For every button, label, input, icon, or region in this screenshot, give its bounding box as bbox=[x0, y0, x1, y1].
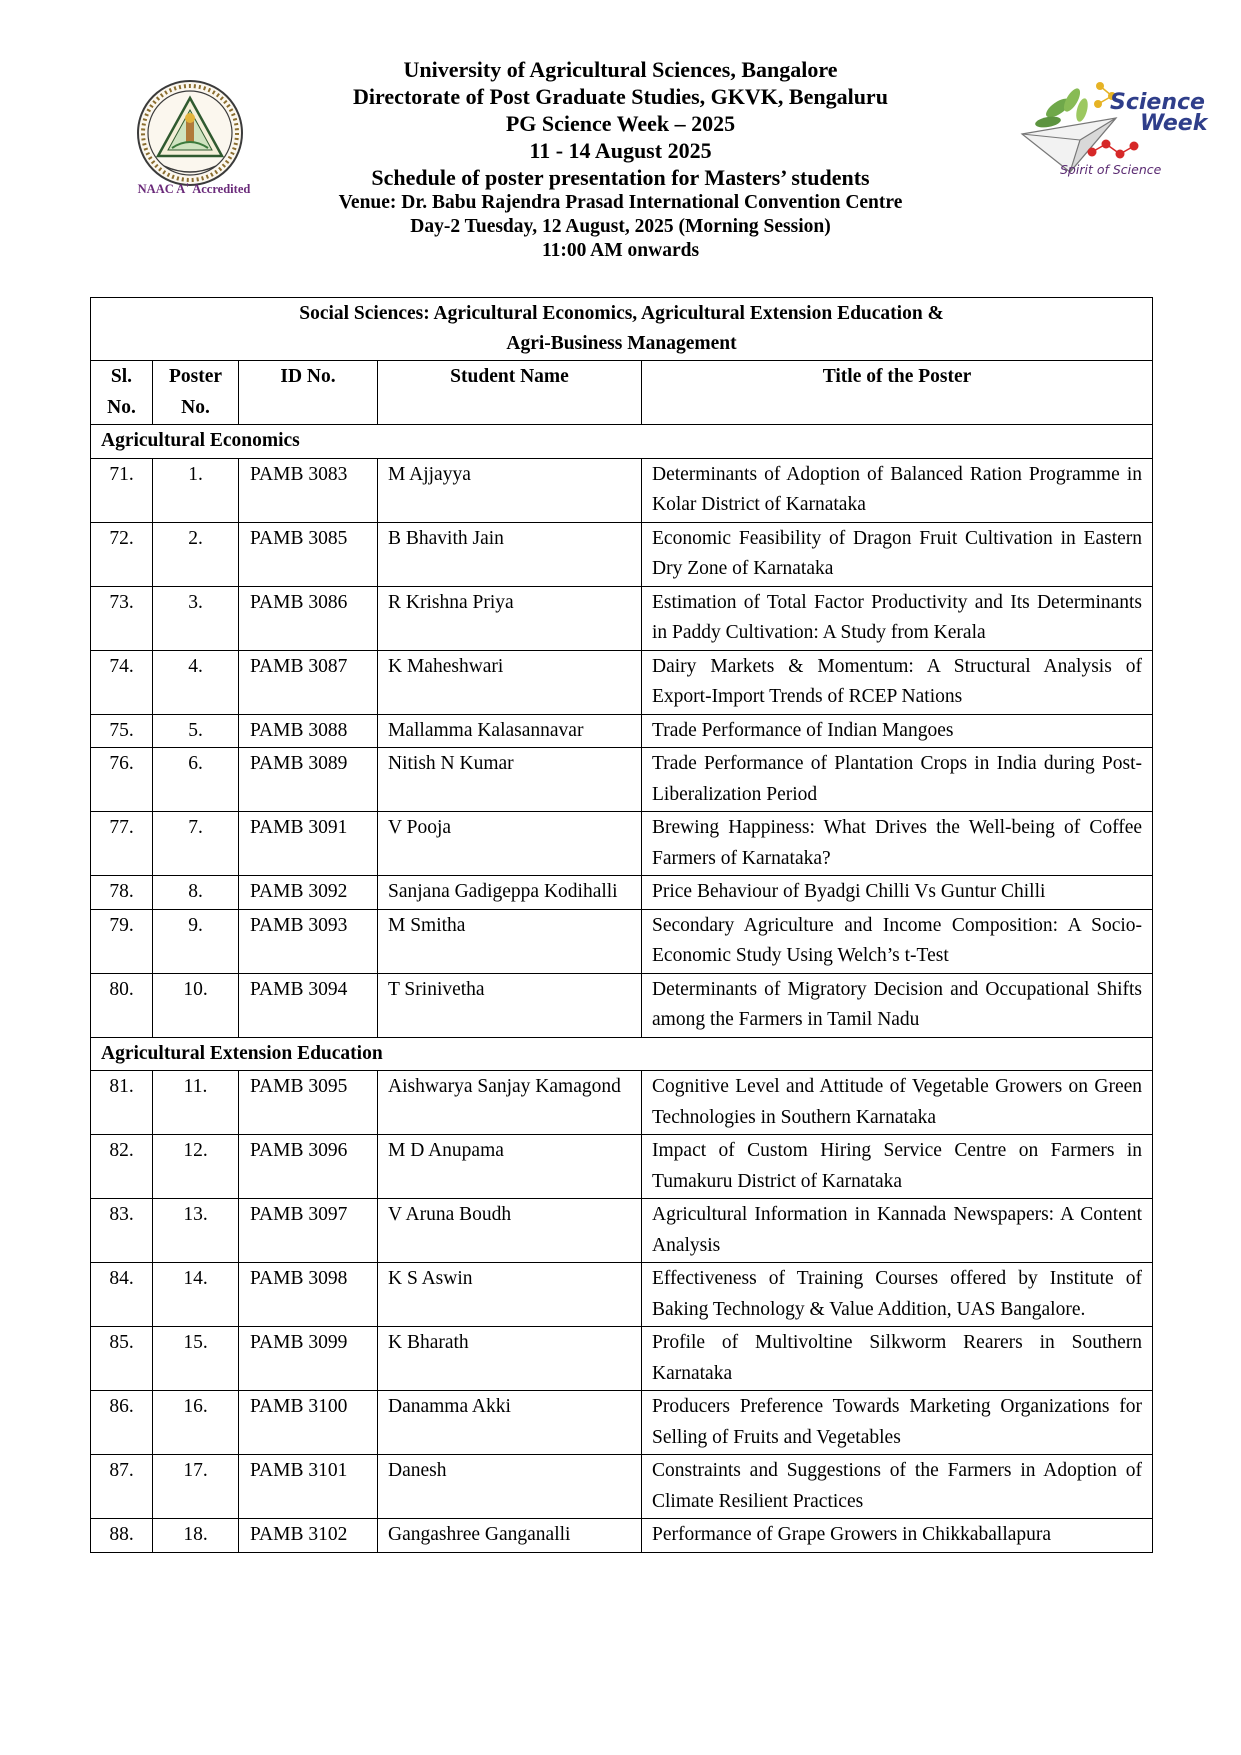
student-name-cell: Sanjana Gadigeppa Kodihalli bbox=[378, 876, 642, 910]
student-name-cell: K Bharath bbox=[378, 1327, 642, 1391]
poster-no-cell: 9. bbox=[153, 909, 239, 973]
id-no-cell: PAMB 3094 bbox=[239, 973, 378, 1037]
sl-no-cell: 73. bbox=[91, 586, 153, 650]
sl-no-cell: 79. bbox=[91, 909, 153, 973]
sl-no-cell: 80. bbox=[91, 973, 153, 1037]
student-name-cell: K Maheshwari bbox=[378, 650, 642, 714]
sl-no-cell: 82. bbox=[91, 1135, 153, 1199]
student-name-cell: B Bhavith Jain bbox=[378, 522, 642, 586]
table-row bbox=[91, 973, 1153, 1037]
header-poster-title: Title of the Poster bbox=[642, 361, 1153, 425]
poster-title-cell: Trade Performance of Indian Mangoes bbox=[642, 714, 1153, 748]
sl-no-cell: 86. bbox=[91, 1391, 153, 1455]
sl-no-cell: 84. bbox=[91, 1263, 153, 1327]
sl-no-cell: 76. bbox=[91, 748, 153, 812]
document-header bbox=[0, 56, 1241, 263]
table-row bbox=[91, 1327, 1153, 1391]
sl-no-cell: 72. bbox=[91, 522, 153, 586]
poster-title-cell: Agricultural Information in Kannada Newspapers: A Content Analysis bbox=[642, 1199, 1153, 1263]
student-name-cell: V Pooja bbox=[378, 812, 642, 876]
poster-title-cell: Effectiveness of Training Courses offered by Institute of Baking Technology & Value Addition, UAS Bangalore. bbox=[642, 1263, 1153, 1327]
table-row bbox=[91, 1391, 1153, 1455]
sl-no-cell: 87. bbox=[91, 1455, 153, 1519]
sl-no-cell: 74. bbox=[91, 650, 153, 714]
table-row bbox=[91, 458, 1153, 522]
schedule-title: Schedule of poster presentation for Masters’ students bbox=[371, 165, 870, 190]
section-row bbox=[91, 425, 1153, 459]
section-heading: Agricultural Extension Education bbox=[91, 1037, 1153, 1071]
poster-no-cell: 1. bbox=[153, 458, 239, 522]
poster-title-cell: Secondary Agriculture and Income Composition: A Socio-Economic Study Using Welch’s t-Test bbox=[642, 909, 1153, 973]
student-name-cell: Danesh bbox=[378, 1455, 642, 1519]
poster-no-cell: 16. bbox=[153, 1391, 239, 1455]
id-no-cell: PAMB 3092 bbox=[239, 876, 378, 910]
id-no-cell: PAMB 3085 bbox=[239, 522, 378, 586]
poster-title-cell: Performance of Grape Growers in Chikkaballapura bbox=[642, 1519, 1153, 1553]
section-heading: Agricultural Economics bbox=[91, 425, 1153, 459]
student-name-cell: Aishwarya Sanjay Kamagond bbox=[378, 1071, 642, 1135]
table-row bbox=[91, 1263, 1153, 1327]
poster-title-cell: Trade Performance of Plantation Crops in India during Post- Liberalization Period bbox=[642, 748, 1153, 812]
id-no-cell: PAMB 3099 bbox=[239, 1327, 378, 1391]
poster-no-cell: 17. bbox=[153, 1455, 239, 1519]
sl-no-cell: 83. bbox=[91, 1199, 153, 1263]
student-name-cell: V Aruna Boudh bbox=[378, 1199, 642, 1263]
id-no-cell: PAMB 3102 bbox=[239, 1519, 378, 1553]
student-name-cell: Nitish N Kumar bbox=[378, 748, 642, 812]
poster-title-cell: Cognitive Level and Attitude of Vegetable Growers on Green Technologies in Southern Karnataka bbox=[642, 1071, 1153, 1135]
naac-accreditation: NAAC A+ Accredited bbox=[137, 181, 251, 197]
sl-no-cell: 81. bbox=[91, 1071, 153, 1135]
poster-no-cell: 4. bbox=[153, 650, 239, 714]
student-name-cell: K S Aswin bbox=[378, 1263, 642, 1327]
header-poster-no: Poster No. bbox=[153, 361, 239, 425]
poster-no-cell: 2. bbox=[153, 522, 239, 586]
poster-title-cell: Profile of Multivoltine Silkworm Rearers in Southern Karnataka bbox=[642, 1327, 1153, 1391]
table-row bbox=[91, 1199, 1153, 1263]
venue: Venue: Dr. Babu Rajendra Prasad International Convention Centre bbox=[338, 192, 903, 213]
poster-title-cell: Determinants of Adoption of Balanced Ration Programme in Kolar District of Karnataka bbox=[642, 458, 1153, 522]
table-row bbox=[91, 1071, 1153, 1135]
sl-no-cell: 78. bbox=[91, 876, 153, 910]
poster-title-cell: Determinants of Migratory Decision and Occupational Shifts among the Farmers in Tamil Nadu bbox=[642, 973, 1153, 1037]
id-no-cell: PAMB 3095 bbox=[239, 1071, 378, 1135]
student-name-cell: Gangashree Ganganalli bbox=[378, 1519, 642, 1553]
science-week-tagline: Spirit of Science bbox=[1060, 162, 1162, 177]
student-name-cell: M Smitha bbox=[378, 909, 642, 973]
student-name-cell: R Krishna Priya bbox=[378, 586, 642, 650]
table-row bbox=[91, 714, 1153, 748]
poster-title-cell: Brewing Happiness: What Drives the Well-being of Coffee Farmers of Karnataka? bbox=[642, 812, 1153, 876]
header-id-no: ID No. bbox=[239, 361, 378, 425]
id-no-cell: PAMB 3087 bbox=[239, 650, 378, 714]
poster-no-cell: 7. bbox=[153, 812, 239, 876]
table-row bbox=[91, 522, 1153, 586]
science-week-title: Science bbox=[1110, 90, 1205, 115]
session-day: Day-2 Tuesday, 12 August, 2025 (Morning Session) bbox=[410, 216, 831, 237]
event-name: PG Science Week – 2025 bbox=[505, 111, 736, 136]
id-no-cell: PAMB 3101 bbox=[239, 1455, 378, 1519]
event-dates: 11 - 14 August 2025 bbox=[529, 138, 712, 163]
poster-no-cell: 12. bbox=[153, 1135, 239, 1199]
table-row bbox=[91, 1519, 1153, 1553]
university-name: University of Agricultural Sciences, Bangalore bbox=[403, 57, 838, 82]
id-no-cell: PAMB 3086 bbox=[239, 586, 378, 650]
id-no-cell: PAMB 3100 bbox=[239, 1391, 378, 1455]
table-row bbox=[91, 1135, 1153, 1199]
science-week-subtitle: Week bbox=[1140, 111, 1208, 136]
poster-no-cell: 5. bbox=[153, 714, 239, 748]
poster-no-cell: 3. bbox=[153, 586, 239, 650]
table-row bbox=[91, 748, 1153, 812]
id-no-cell: PAMB 3097 bbox=[239, 1199, 378, 1263]
id-no-cell: PAMB 3093 bbox=[239, 909, 378, 973]
poster-no-cell: 18. bbox=[153, 1519, 239, 1553]
id-no-cell: PAMB 3089 bbox=[239, 748, 378, 812]
poster-schedule-table bbox=[90, 297, 1153, 1553]
poster-no-cell: 15. bbox=[153, 1327, 239, 1391]
poster-title-cell: Constraints and Suggestions of the Farmers in Adoption of Climate Resilient Practices bbox=[642, 1455, 1153, 1519]
table-row bbox=[91, 909, 1153, 973]
poster-title-cell: Impact of Custom Hiring Service Centre on Farmers in Tumakuru District of Karnataka bbox=[642, 1135, 1153, 1199]
poster-no-cell: 11. bbox=[153, 1071, 239, 1135]
sl-no-cell: 71. bbox=[91, 458, 153, 522]
header-sl-no: Sl. No. bbox=[91, 361, 153, 425]
id-no-cell: PAMB 3091 bbox=[239, 812, 378, 876]
id-no-cell: PAMB 3096 bbox=[239, 1135, 378, 1199]
sl-no-cell: 85. bbox=[91, 1327, 153, 1391]
poster-no-cell: 6. bbox=[153, 748, 239, 812]
poster-no-cell: 10. bbox=[153, 973, 239, 1037]
poster-no-cell: 8. bbox=[153, 876, 239, 910]
sl-no-cell: 77. bbox=[91, 812, 153, 876]
id-no-cell: PAMB 3098 bbox=[239, 1263, 378, 1327]
poster-title-cell: Economic Feasibility of Dragon Fruit Cultivation in Eastern Dry Zone of Karnataka bbox=[642, 522, 1153, 586]
id-no-cell: PAMB 3088 bbox=[239, 714, 378, 748]
directorate-name: Directorate of Post Graduate Studies, GKVK, Bengaluru bbox=[353, 84, 888, 109]
table-row bbox=[91, 1455, 1153, 1519]
id-no-cell: PAMB 3083 bbox=[239, 458, 378, 522]
table-row bbox=[91, 586, 1153, 650]
student-name-cell: Danamma Akki bbox=[378, 1391, 642, 1455]
student-name-cell: Mallamma Kalasannavar bbox=[378, 714, 642, 748]
sl-no-cell: 75. bbox=[91, 714, 153, 748]
student-name-cell: M D Anupama bbox=[378, 1135, 642, 1199]
student-name-cell: M Ajjayya bbox=[378, 458, 642, 522]
section-row bbox=[91, 1037, 1153, 1071]
table-row bbox=[91, 812, 1153, 876]
table-header-row bbox=[91, 361, 1153, 425]
poster-no-cell: 14. bbox=[153, 1263, 239, 1327]
poster-title-cell: Producers Preference Towards Marketing Organizations for Selling of Fruits and Vegetables bbox=[642, 1391, 1153, 1455]
poster-no-cell: 13. bbox=[153, 1199, 239, 1263]
header-student-name: Student Name bbox=[378, 361, 642, 425]
session-time: 11:00 AM onwards bbox=[541, 240, 700, 261]
table-title-row bbox=[91, 298, 1153, 361]
table-row bbox=[91, 876, 1153, 910]
poster-title-cell: Dairy Markets & Momentum: A Structural Analysis of Export-Import Trends of RCEP Nations bbox=[642, 650, 1153, 714]
table-title: Social Sciences: Agricultural Economics, Agricultural Extension Education & Agri-Business Management bbox=[91, 298, 1153, 361]
poster-title-cell: Estimation of Total Factor Productivity and Its Determinants in Paddy Cultivation: A Study from Kerala bbox=[642, 586, 1153, 650]
poster-title-cell: Price Behaviour of Byadgi Chilli Vs Guntur Chilli bbox=[642, 876, 1153, 910]
sl-no-cell: 88. bbox=[91, 1519, 153, 1553]
table-row bbox=[91, 650, 1153, 714]
student-name-cell: T Srinivetha bbox=[378, 973, 642, 1037]
